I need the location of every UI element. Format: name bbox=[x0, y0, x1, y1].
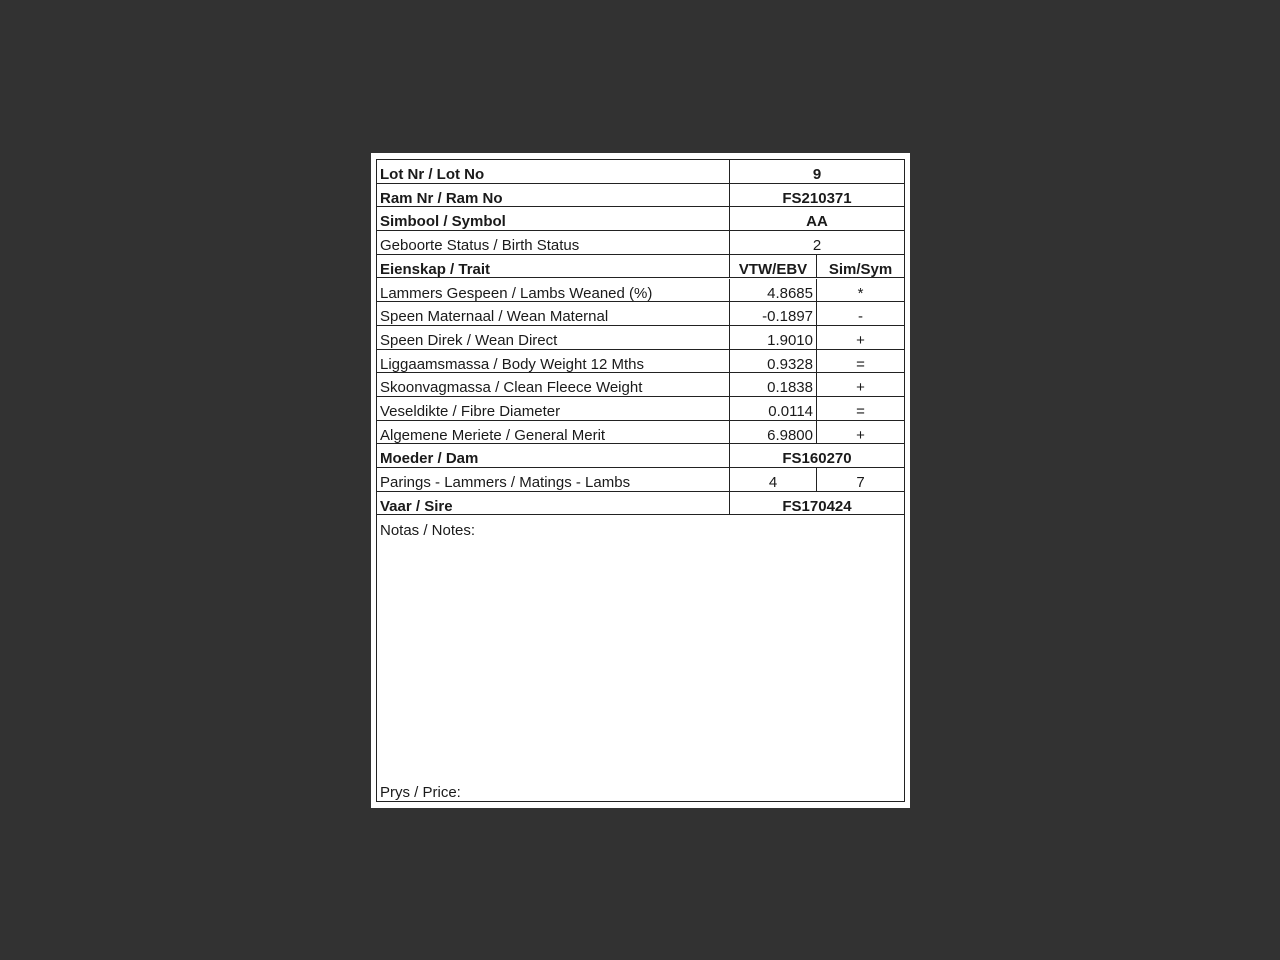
ram-info-card bbox=[376, 159, 905, 802]
ram-value: FS210371 bbox=[782, 189, 852, 207]
sym-header: Sim/Sym bbox=[828, 260, 893, 278]
trait-row bbox=[377, 373, 904, 397]
matings-label: Parings - Lammers / Matings - Lambs bbox=[377, 468, 730, 491]
birth-status-label: Geboorte Status / Birth Status bbox=[377, 231, 730, 254]
trait-sym: + bbox=[856, 426, 865, 444]
ram-row bbox=[377, 184, 904, 208]
trait-sym: + bbox=[856, 379, 865, 396]
trait-sym: = bbox=[856, 403, 865, 420]
trait-row bbox=[377, 421, 904, 445]
notes-label: Notas / Notes: bbox=[380, 522, 476, 539]
trait-label: Lammers Gespeen / Lambs Weaned (%) bbox=[377, 279, 730, 302]
symbol-label: Simbool / Symbol bbox=[377, 207, 730, 230]
trait-ebv: -0.1897 bbox=[730, 302, 817, 325]
trait-label: Speen Direk / Wean Direct bbox=[377, 326, 730, 349]
trait-label: Skoonvagmassa / Clean Fleece Weight bbox=[377, 373, 730, 396]
trait-header-row bbox=[377, 255, 904, 279]
symbol-value: AA bbox=[806, 213, 828, 231]
sire-label: Vaar / Sire bbox=[377, 492, 730, 515]
trait-ebv: 1.9010 bbox=[730, 326, 817, 349]
dam-value: FS160270 bbox=[782, 450, 852, 468]
trait-ebv: 4.8685 bbox=[730, 279, 817, 302]
sire-value: FS170424 bbox=[782, 497, 852, 515]
trait-ebv: 6.9800 bbox=[730, 421, 817, 444]
lot-label: Lot Nr / Lot No bbox=[377, 160, 730, 183]
trait-sym: = bbox=[856, 355, 865, 373]
trait-row bbox=[377, 279, 904, 303]
trait-sym: - bbox=[858, 308, 863, 325]
trait-label: Liggaamsmassa / Body Weight 12 Mths bbox=[377, 350, 730, 373]
notes-area bbox=[377, 516, 904, 801]
trait-label: Veseldikte / Fibre Diameter bbox=[377, 397, 730, 420]
sire-row bbox=[377, 492, 904, 516]
trait-header-label: Eienskap / Trait bbox=[377, 255, 730, 278]
dam-row bbox=[377, 444, 904, 468]
trait-label: Algemene Meriete / General Merit bbox=[377, 421, 730, 444]
dam-label: Moeder / Dam bbox=[377, 444, 730, 467]
birth-status-value: 2 bbox=[812, 237, 822, 254]
matings-row bbox=[377, 468, 904, 492]
trait-row bbox=[377, 350, 904, 374]
lot-value: 9 bbox=[812, 166, 822, 183]
trait-ebv: 0.9328 bbox=[730, 350, 817, 373]
trait-row bbox=[377, 302, 904, 326]
lambs-count: 7 bbox=[856, 474, 865, 491]
trait-sym: + bbox=[856, 331, 865, 349]
lot-row bbox=[377, 160, 904, 184]
matings-count: 4 bbox=[730, 468, 817, 491]
trait-ebv: 0.1838 bbox=[730, 373, 817, 396]
trait-ebv: 0.0114 bbox=[730, 397, 817, 420]
trait-row bbox=[377, 326, 904, 350]
document-page bbox=[371, 153, 910, 808]
trait-label: Speen Maternaal / Wean Maternal bbox=[377, 302, 730, 325]
ebv-header: VTW/EBV bbox=[730, 255, 817, 278]
birth-status-row bbox=[377, 231, 904, 255]
trait-row bbox=[377, 397, 904, 421]
trait-sym: * bbox=[857, 284, 864, 302]
price-label: Prys / Price: bbox=[380, 784, 461, 801]
ram-label: Ram Nr / Ram No bbox=[377, 184, 730, 207]
symbol-row bbox=[377, 207, 904, 231]
